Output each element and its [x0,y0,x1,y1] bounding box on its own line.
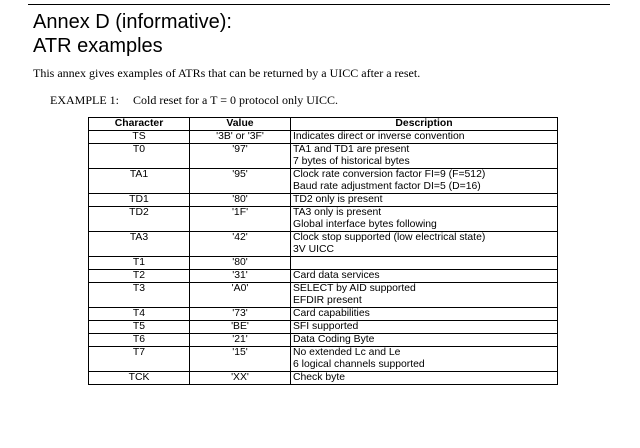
character-cell: T1 [89,257,190,270]
description-line: Card capabilities [293,308,370,319]
value-cell: '80' [190,194,291,207]
character-cell: TCK [89,372,190,385]
description-line [293,257,555,269]
description-line: TA3 only is present [293,207,382,218]
description-cell [291,169,558,194]
character-cell: T2 [89,270,190,283]
example-caption [50,93,338,107]
top-rule [28,4,610,5]
description-cell [291,372,558,385]
description-line: SELECT by AID supported [293,283,416,294]
column-header-value: Value [190,118,291,131]
character-cell: T6 [89,334,190,347]
table-row [89,372,558,385]
character-cell: TD1 [89,194,190,207]
table-row [89,131,558,144]
value-cell: 'XX' [190,372,291,385]
description-line: Card data services [293,270,380,281]
description-cell [291,194,558,207]
description-cell [291,131,558,144]
description-cell [291,232,558,257]
description-cell [291,321,558,334]
description-cell [291,257,558,270]
page-subtitle: ATR examples [33,35,163,57]
table-row [89,144,558,169]
description-line: SFI supported [293,321,359,332]
value-cell: '31' [190,270,291,283]
annex-title: Annex D (informative): [33,11,232,33]
table-body [89,131,558,385]
value-cell: 'BE' [190,321,291,334]
description-line: Clock stop supported (low electrical state) [293,232,486,243]
example-label: EXAMPLE 1: [50,93,119,107]
description-line: Baud rate adjustment factor DI=5 (D=16) [293,181,481,192]
description-cell [291,270,558,283]
table-header-row [89,118,558,131]
column-header-description: Description [291,118,558,131]
table-row [89,194,558,207]
description-line: 3V UICC [293,244,334,255]
description-line: Global interface bytes following [293,219,437,230]
character-cell: T0 [89,144,190,169]
description-line: TA1 and TD1 are present [293,144,410,155]
description-line: Clock rate conversion factor FI=9 (F=512) [293,169,486,180]
description-line: 7 bytes of historical bytes [293,156,410,167]
table-row [89,270,558,283]
description-line: 6 logical channels supported [293,359,425,370]
value-cell: '15' [190,347,291,372]
intro-paragraph: This annex gives examples of ATRs that can be returned by a UICC after a reset. [33,66,421,80]
value-cell: '42' [190,232,291,257]
table-row [89,321,558,334]
value-cell: 'A0' [190,283,291,308]
description-line: Check byte [293,372,345,383]
character-cell: T4 [89,308,190,321]
character-cell: TA3 [89,232,190,257]
character-cell: TS [89,131,190,144]
table-row [89,169,558,194]
description-cell [291,347,558,372]
character-cell: TD2 [89,207,190,232]
value-cell: '73' [190,308,291,321]
value-cell: '3B' or '3F' [190,131,291,144]
table-row [89,232,558,257]
description-line: Data Coding Byte [293,334,375,345]
character-cell: T7 [89,347,190,372]
value-cell: '80' [190,257,291,270]
table-row [89,283,558,308]
atr-table [88,117,558,385]
description-cell [291,144,558,169]
character-cell: T5 [89,321,190,334]
column-header-character: Character [89,118,190,131]
example-text: Cold reset for a T = 0 protocol only UICC. [133,93,338,107]
value-cell: '1F' [190,207,291,232]
description-cell [291,308,558,321]
description-line: Indicates direct or inverse convention [293,131,465,142]
description-line: EFDIR present [293,295,362,306]
description-cell [291,283,558,308]
table-row [89,347,558,372]
description-line: No extended Lc and Le [293,347,401,358]
description-cell [291,334,558,347]
value-cell: '97' [190,144,291,169]
table-row [89,308,558,321]
value-cell: '21' [190,334,291,347]
table-row [89,207,558,232]
description-line: TD2 only is present [293,194,383,205]
description-cell [291,207,558,232]
character-cell: TA1 [89,169,190,194]
character-cell: T3 [89,283,190,308]
table-row [89,334,558,347]
table-row [89,257,558,270]
value-cell: '95' [190,169,291,194]
